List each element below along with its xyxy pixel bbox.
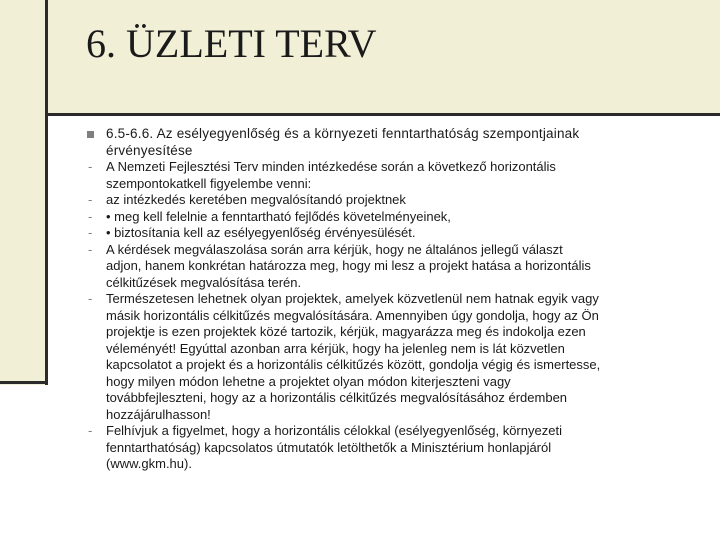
list-item (0, 209, 720, 226)
list-item-line: A Nemzeti Fejlesztési Terv minden intézkedése során a következő horizontális (106, 159, 556, 174)
list-item (0, 225, 720, 242)
list-item-line: célkitűzések megvalósítása terén. (106, 274, 302, 290)
heading-text (106, 126, 686, 159)
list-item-line: Felhívjuk a figyelmet, hogy a horizontális célokkal (esélyegyenlőség, környezeti (106, 423, 562, 438)
list-item-line: hogy milyen módon lehetne a projektet olyan módon kiterjeszteni vagy (106, 373, 511, 389)
dash-bullet-icon: - (88, 225, 93, 240)
list-item (0, 291, 720, 423)
list-item-line: hozzájárulhasson! (106, 406, 211, 422)
list-item-text (106, 291, 686, 423)
list-item-line: projektje is ezen projektek közé tartozik, kérjük, magyarázza meg és indokolja ezen (106, 324, 586, 339)
heading-bullet (0, 126, 720, 159)
list-item (0, 159, 720, 192)
list-item-line: Természetesen lehetnek olyan projektek, amelyek közvetlenül nem hatnak egyik vagy (106, 291, 599, 306)
dash-bullet-icon: - (88, 208, 93, 224)
list-item (0, 423, 720, 473)
list-item-line: A kérdések megválaszolása során arra kérjük, hogy ne általános jellegű választ (106, 241, 563, 257)
list-item-line: véleményét! Egyúttal azonban arra kérjük, hogy ha jelenleg nem is lát közvetlen (106, 340, 565, 356)
dash-bullet-icon: - (88, 192, 93, 207)
dash-bullet-icon: - (88, 159, 93, 174)
list-item-line: • meg kell felelnie a fenntartható fejlődés követelményeinek, (106, 208, 451, 224)
list-item (0, 242, 720, 292)
list-item (0, 192, 720, 209)
list-item-text (106, 225, 686, 242)
list-item-line: kapcsolatot a projekt és a horizontális célkitűzés között, gondolja végig és ismertesse, (106, 357, 601, 372)
list-item-text (106, 192, 686, 209)
list-item-line: az intézkedés keretében megvalósítandó projektnek (106, 192, 406, 207)
list-item-text (106, 159, 686, 192)
list-item-line: továbbfejleszteni, hogy az a horizontális célkitűzés megvalósításához érdemben (106, 390, 568, 405)
list-item-line: adjon, hanem konkrétan határozza meg, hogy mi lesz a projekt hatása a horizontális (106, 258, 591, 273)
heading-line: 6.5-6.6. Az esélyegyenlőség és a környezeti fenntarthatóság szempontjainak (106, 126, 580, 141)
dash-bullet-icon: - (88, 241, 93, 257)
dash-bullet-icon: - (88, 423, 93, 438)
list-item-line: szempontokatkell figyelembe venni: (106, 175, 312, 191)
slide-title: 6. ÜZLETI TERV (86, 21, 377, 66)
title-underline-rule (48, 113, 720, 116)
heading-line: érvényesítése (106, 142, 193, 158)
list-item-line: fenntarthatóság) kapcsolatos útmutatók letölthetők a Minisztérium honlapjáról (106, 439, 552, 455)
square-bullet-icon (87, 131, 94, 138)
list-item-text (106, 209, 686, 226)
list-item-line: • biztosítania kell az esélyegyenlőség érvényesülését. (106, 225, 416, 240)
list-item-line: másik horizontális célkitűzés megvalósítására. Amennyiben úgy gondolja, hogy az Ön (106, 307, 599, 323)
list-item-line: (www.gkm.hu). (106, 456, 192, 471)
list-item-text (106, 242, 686, 292)
dash-bullet-icon: - (88, 291, 93, 306)
slide-body (0, 126, 720, 473)
list-item-text (106, 423, 686, 473)
